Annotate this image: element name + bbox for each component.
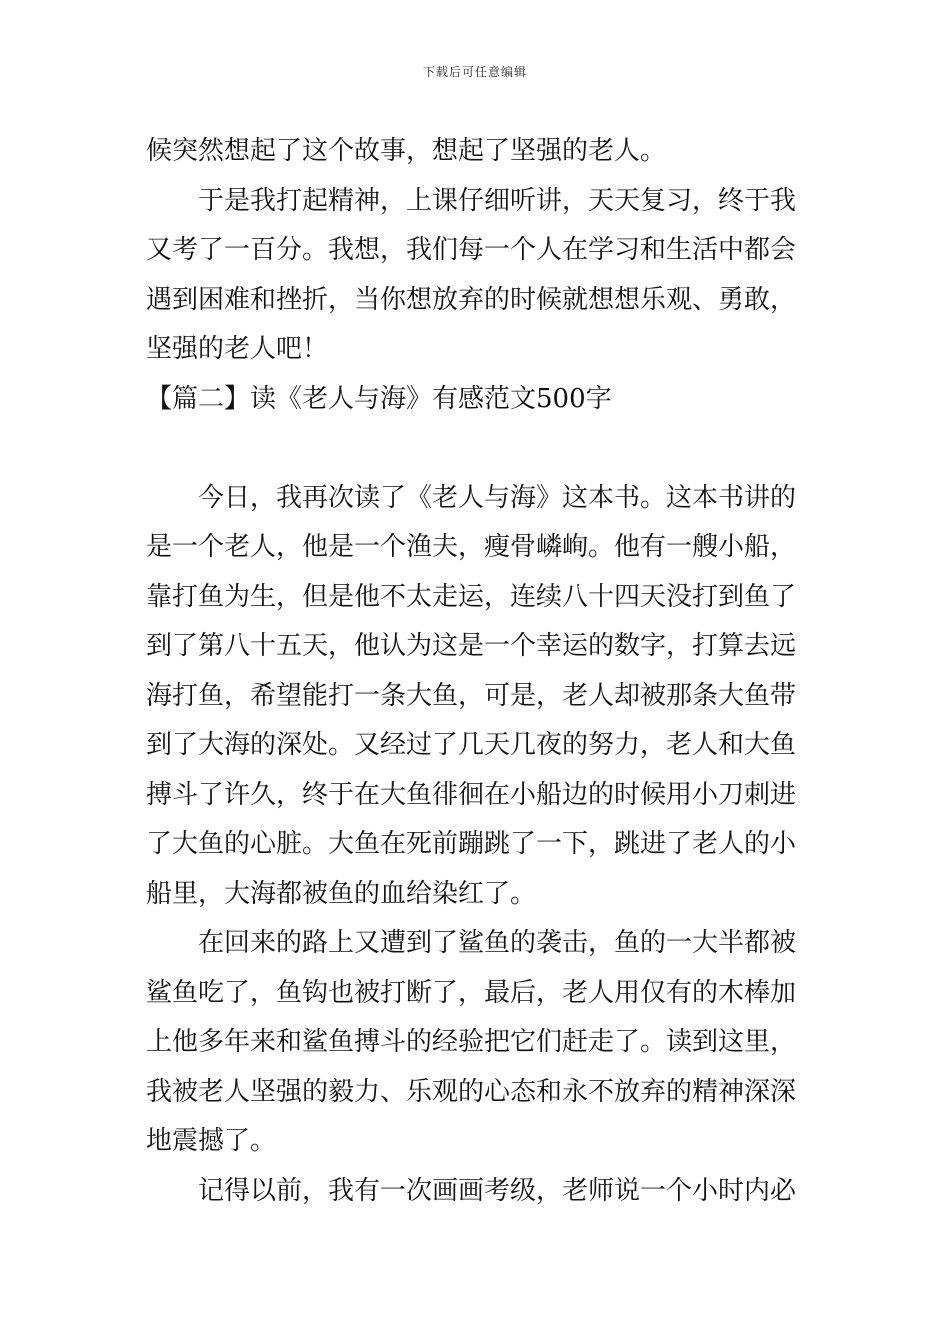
text-line: 海打鱼，希望能打一条大鱼，可是，老人却被那条大鱼带: [146, 680, 797, 711]
text-line: 上他多年来和鲨鱼搏斗的经验把它们赶走了。读到这里，: [146, 1027, 797, 1057]
text-line: 鲨鱼吃了，鱼钩也被打断了，最后，老人用仅有的木棒加: [146, 977, 797, 1008]
page-header: 下载后可任意编辑: [422, 65, 527, 79]
text-line: 船里，大海都被鱼的血给染红了。: [146, 878, 537, 909]
text-line: 在回来的路上又遭到了鲨鱼的袭击，鱼的一大半都被: [198, 928, 797, 958]
text-line: 我被老人坚强的毅力、乐观的心态和永不放弃的精神深深: [146, 1076, 797, 1107]
blank-line: [146, 424, 808, 474]
text-line: 于是我打起精神，上课仔细听讲，天天复习，终于我: [198, 185, 797, 216]
text-line: 坚强的老人吧！: [146, 334, 329, 364]
text-line: 搏斗了许久，终于在大鱼徘徊在小船边的时候用小刀刺进: [146, 779, 797, 810]
text-line: 又考了一百分。我想，我们每一个人在学习和生活中都会: [146, 235, 797, 265]
text-line: 到了第八十五天，他认为这是一个幸运的数字，打算去远: [146, 631, 797, 661]
text-line: 遇到困难和挫折，当你想放弃的时候就想想乐观、勇敢，: [146, 284, 797, 315]
text-line: 今日，我再次读了《老人与海》这本书。这本书讲的: [198, 482, 797, 513]
text-line: 是一个老人，他是一个渔夫，瘦骨嶙峋。他有一艘小船，: [146, 532, 797, 562]
text-line: 了大鱼的心脏。大鱼在死前蹦跳了一下，跳进了老人的小: [146, 829, 797, 859]
text-line: 靠打鱼为生，但是他不太走运，连续八十四天没打到鱼了: [146, 581, 797, 612]
section-heading: 【篇二】读《老人与海》有感范文500字: [146, 383, 612, 414]
text-line: 记得以前，我有一次画画考级，老师说一个小时内必: [198, 1175, 797, 1206]
body-text: [146, 127, 808, 1216]
text-line: 到了大海的深处。又经过了几天几夜的努力，老人和大鱼: [146, 730, 797, 760]
text-line: 候突然想起了这个故事，想起了坚强的老人。: [146, 136, 667, 166]
text-line: 地震撼了。: [146, 1126, 277, 1156]
